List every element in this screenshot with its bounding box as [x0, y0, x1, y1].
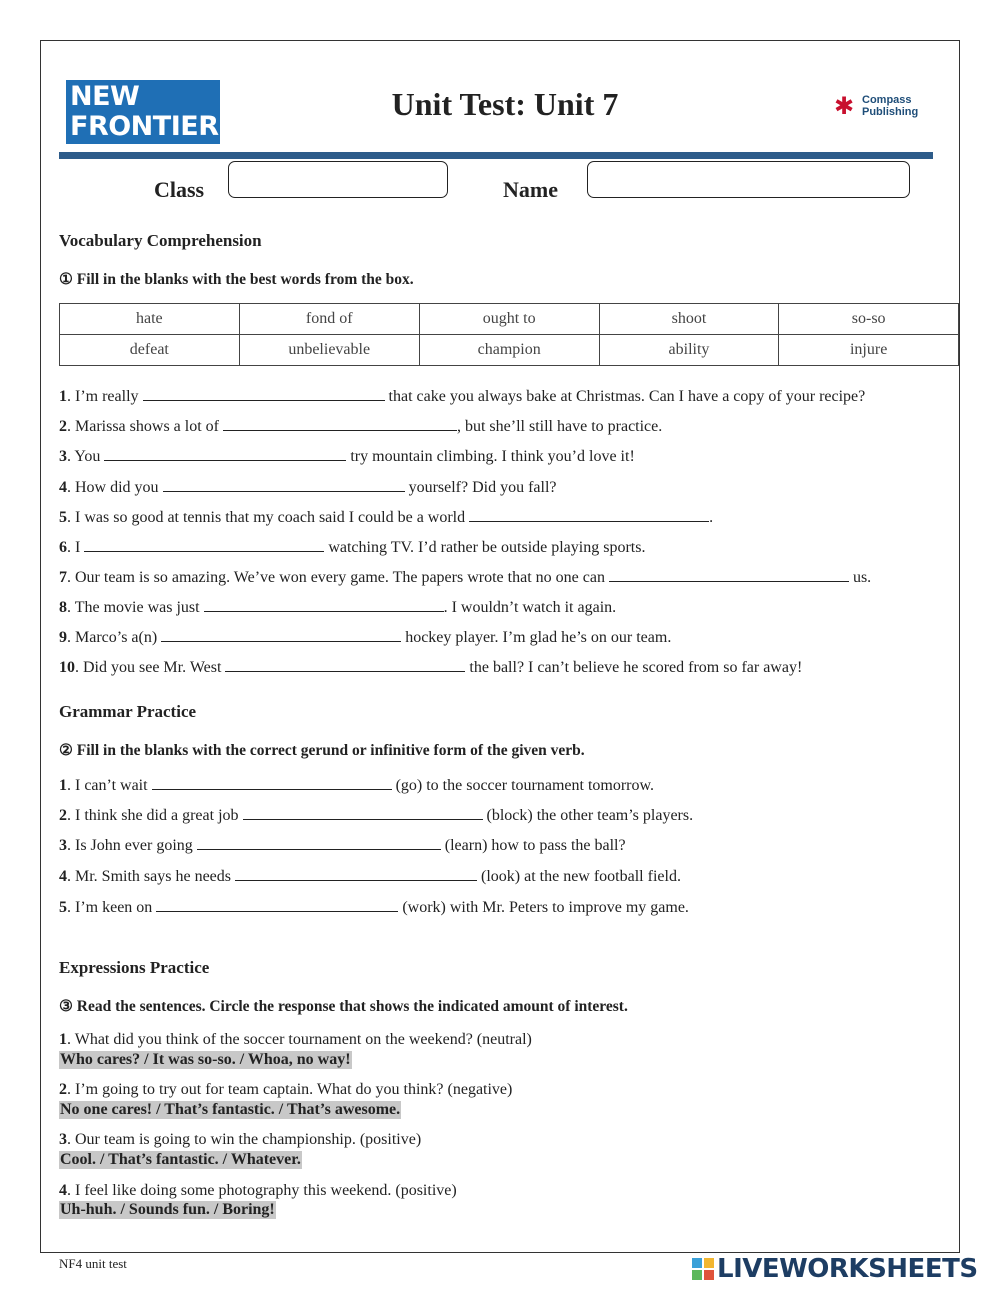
answer-blank[interactable] [609, 567, 849, 582]
vocab-item: 3. You try mountain climbing. I think you’d love it! [59, 448, 635, 465]
vocab-item: 5. I was so good at tennis that my coach said I could be a world . [59, 509, 714, 526]
answer-blank[interactable] [235, 866, 477, 881]
answer-blank[interactable] [223, 416, 457, 431]
grammar-item: 2. I think she did a great job (block) the other team’s players. [59, 807, 694, 824]
word-cell: defeat [60, 335, 240, 366]
expression-question: 4. I feel like doing some photography this weekend. (positive) [59, 1182, 457, 1199]
expression-responses[interactable]: Uh-huh. / Sounds fun. / Boring! [60, 1201, 275, 1218]
word-box [59, 303, 959, 366]
class-field[interactable] [228, 161, 448, 198]
compass-publishing-logo: ✱ Compass Publishing [834, 92, 919, 120]
answer-blank[interactable] [84, 537, 324, 552]
grammar-item: 3. Is John ever going (learn) how to pass the ball? [59, 837, 626, 854]
footer-code: NF4 unit test [59, 1256, 127, 1271]
grammar-instruction: ② Fill in the blanks with the correct gerund or infinitive form of the given verb. [59, 742, 585, 759]
vocab-item: 2. Marissa shows a lot of , but she’ll still have to practice. [59, 418, 663, 435]
new-frontiers-logo: NEW FRONTIERS [66, 80, 220, 144]
expressions-instruction: ③ Read the sentences. Circle the response that shows the indicated amount of interest. [59, 998, 628, 1015]
grammar-item: 5. I’m keen on (work) with Mr. Peters to improve my game. [59, 899, 689, 916]
compass-star-icon: ✱ [834, 92, 855, 120]
liveworksheets-logo: LIVEWORKSHEETS [692, 1254, 992, 1284]
class-label: Class [154, 177, 205, 202]
vocab-item: 4. How did you yourself? Did you fall? [59, 479, 557, 496]
expression-question: 3. Our team is going to win the championship. (positive) [59, 1131, 422, 1148]
name-field[interactable] [587, 161, 910, 198]
word-cell: shoot [599, 304, 779, 335]
header-rule [59, 152, 933, 159]
expressions-heading: Expressions Practice [59, 958, 210, 977]
expression-responses[interactable]: Cool. / That’s fantastic. / Whatever. [60, 1151, 301, 1168]
page-title: Unit Test: Unit 7 [391, 86, 619, 122]
expression-question: 1. What did you think of the soccer tournament on the weekend? (neutral) [59, 1031, 532, 1048]
word-cell: fond of [239, 304, 419, 335]
grammar-heading: Grammar Practice [59, 702, 197, 721]
word-cell: injure [779, 335, 959, 366]
vocab-item: 6. I watching TV. I’d rather be outside playing sports. [59, 539, 646, 556]
answer-blank[interactable] [225, 657, 465, 672]
answer-blank[interactable] [197, 835, 441, 850]
expression-responses[interactable]: Who cares? / It was so-so. / Whoa, no way! [60, 1051, 351, 1068]
word-cell: so-so [779, 304, 959, 335]
vocab-item: 1. I’m really that cake you always bake at Christmas. Can I have a copy of your recipe? [59, 388, 866, 405]
word-cell: champion [419, 335, 599, 366]
vocab-instruction: ① Fill in the blanks with the best words from the box. [59, 271, 414, 288]
answer-blank[interactable] [152, 775, 392, 790]
word-cell: ought to [419, 304, 599, 335]
answer-blank[interactable] [469, 507, 709, 522]
grammar-item: 4. Mr. Smith says he needs (look) at the new football field. [59, 868, 681, 885]
answer-blank[interactable] [143, 386, 385, 401]
answer-blank[interactable] [161, 627, 401, 642]
answer-blank[interactable] [243, 805, 483, 820]
answer-blank[interactable] [104, 446, 346, 461]
word-cell: hate [60, 304, 240, 335]
grammar-item: 1. I can’t wait (go) to the soccer tournament tomorrow. [59, 777, 654, 794]
vocab-heading: Vocabulary Comprehension [59, 231, 262, 250]
word-cell: unbelievable [239, 335, 419, 366]
vocab-item: 8. The movie was just . I wouldn’t watch it again. [59, 599, 617, 616]
vocab-item: 7. Our team is so amazing. We’ve won every game. The papers wrote that no one can us. [59, 569, 872, 586]
vocab-item: 9. Marco’s a(n) hockey player. I’m glad he’s on our team. [59, 629, 672, 646]
word-cell: ability [599, 335, 779, 366]
vocab-item: 10. Did you see Mr. West the ball? I can’t believe he scored from so far away! [59, 659, 803, 676]
expression-question: 2. I’m going to try out for team captain. What do you think? (negative) [59, 1081, 513, 1098]
answer-blank[interactable] [204, 597, 444, 612]
liveworksheets-grid-icon [692, 1258, 714, 1280]
answer-blank[interactable] [156, 897, 398, 912]
answer-blank[interactable] [163, 477, 405, 492]
expression-responses[interactable]: No one cares! / That’s fantastic. / That’s awesome. [60, 1101, 401, 1118]
name-label: Name [503, 177, 558, 202]
